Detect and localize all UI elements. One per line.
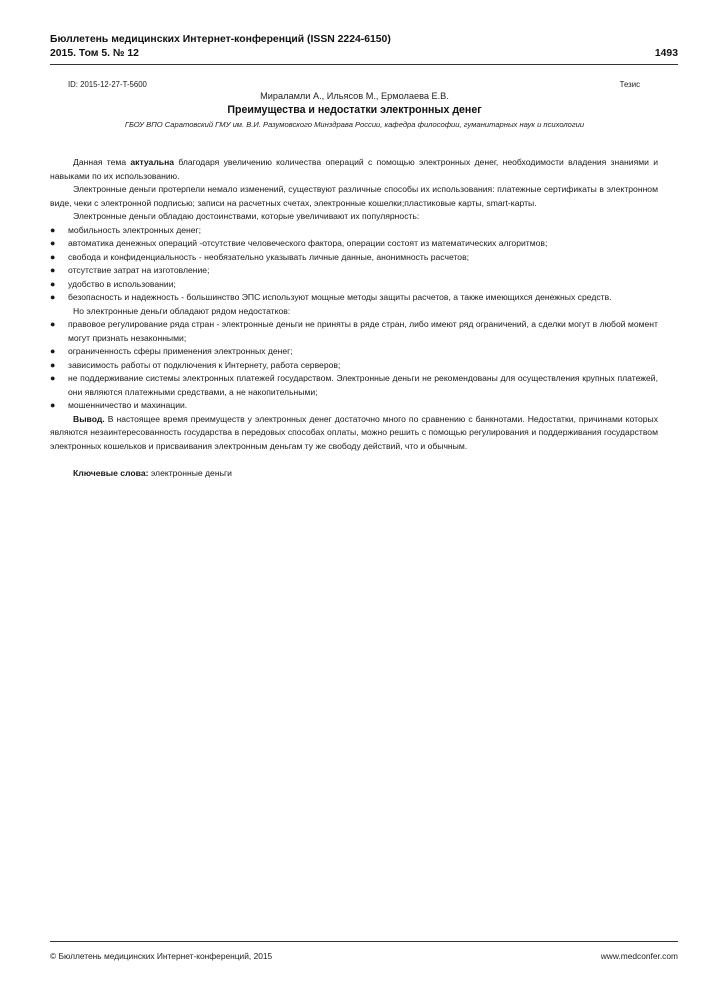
list-item: ● ограниченность сферы применения электронных денег; [50, 345, 658, 359]
conclusion-paragraph: Вывод. В настоящее время преимуществ у электронных денег достаточно много по сравнению с банкнотами. Недостатки, причинами которых являются незаинтересованность государства в передовых способах оплаты, можно решить с помощью регулирования и поддерживания государством электронных кошельков и присваивания электронным деньгам ту же свободу действий, что и обычным. [50, 413, 658, 451]
bullet-icon: ● [50, 278, 56, 289]
page-number: 1493 [654, 48, 678, 59]
paragraph-forms: Электронные деньги протерпели немало изменений, существуют различные способы их использования: платежные сертификаты в электронном виде, чеки с электронной подписью; записи на расчетных счетах, электронные кошелки;пластиковые карты, smart-карты. [50, 184, 658, 208]
list-item: ● мошенничество и махинации. [50, 399, 658, 413]
list-item: ● не поддерживание системы электронных платежей государством. Электронные деньги не рекомендованы для осуществления крупных платежей, они являются платежными средствами, а не накопительными; [50, 373, 658, 397]
bullet-icon: ● [50, 292, 56, 302]
journal-title: Бюллетень медицинских Интернет-конференций (ISSN 2224-6150) [50, 34, 391, 45]
list-item: ● автоматика денежных операций -отсутствие человеческого фактора, операции состоят из математических алгоритмов; [50, 237, 658, 251]
bullet-icon: ● [50, 346, 56, 356]
article-id: ID: 2015-12-27-T-5600 [68, 80, 147, 89]
list-item: ● безопасность и надежность - большинство ЭПС используют мощные методы защиты расчетов, а также имеющихся денежных средств. [50, 291, 658, 305]
affiliation: ГБОУ ВПО Саратовский ГМУ им. В.И. Разумовского Минздрава России, кафедра философии, гуманитарных наук и психологии [124, 120, 585, 129]
list-item: ● мобильность электронных денег; [50, 224, 658, 238]
journal-header [50, 33, 391, 60]
disadvantages-list [50, 318, 658, 413]
list-item: ● удобство в использовании; [50, 278, 658, 292]
bullet-icon: ● [50, 224, 56, 235]
article-type: Тезис [619, 80, 640, 89]
authors: Мираламли А., Ильясов М., Ермолаева Е.В. [260, 91, 449, 101]
keywords: Ключевые слова: электронные деньги [73, 468, 232, 478]
bullet-icon: ● [50, 373, 56, 383]
list-item: ● свобода и конфиденциальность - необязательно указывать личные данные, анонимность расчетов; [50, 251, 658, 265]
bullet-icon: ● [50, 359, 56, 370]
footer-divider [50, 941, 678, 942]
bullet-icon: ● [50, 251, 56, 262]
bullet-icon: ● [50, 265, 56, 275]
paragraph-disadvantages-intro: Но электронные деньги обладают рядом недостатков: [73, 305, 291, 316]
list-item: ● зависимость работы от подключения к Интернету, работа серверов; [50, 359, 658, 373]
article-title: Преимущества и недостатки электронных денег [227, 104, 482, 116]
paragraph-advantages-intro: Электронные деньги обладаю достоинствами, которые увеличивают их популярность: [73, 211, 420, 221]
advantages-list [50, 224, 658, 305]
bullet-icon: ● [50, 238, 56, 248]
list-item: ● отсутствие затрат на изготовление; [50, 264, 658, 278]
article-body [50, 156, 658, 481]
keywords-label: Ключевые слова: [73, 468, 149, 478]
footer-copyright: © Бюллетень медицинских Интернет-конференций, 2015 [50, 951, 273, 961]
emphasis-word: актуальна [130, 157, 175, 167]
footer-website: www.medconfer.com [600, 951, 678, 961]
bullet-icon: ● [50, 319, 56, 329]
conclusion-label: Вывод. [73, 413, 105, 424]
bullet-icon: ● [50, 400, 56, 410]
intro-paragraph: Данная тема актуальна благодаря увеличению количества операций с помощью электронных денег, необходимости владения знаниями и навыками по их использованию. [50, 157, 658, 181]
journal-issue: 2015. Том 5. № 12 [50, 47, 139, 59]
header-divider [50, 64, 678, 65]
list-item: ● правовое регулирование ряда стран - электронные деньги не приняты в ряде стран, либо имеют ряд ограничений, а сделки могут в любой момент могут признать незаконными; [50, 319, 658, 343]
